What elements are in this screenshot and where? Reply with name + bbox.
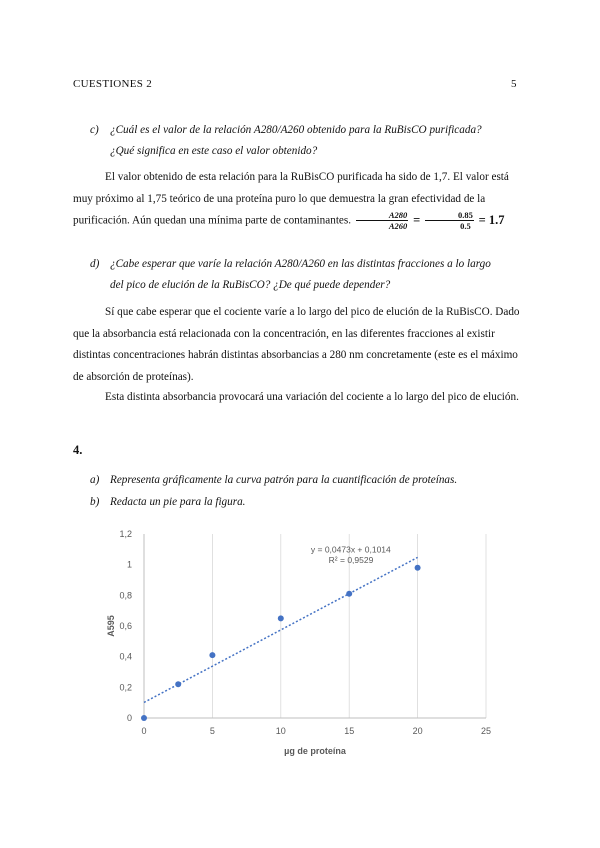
question-c-line1: ¿Cuál es el valor de la relación A280/A260 obtenido para la RuBisCO purificada?	[110, 124, 482, 136]
answer-c	[73, 167, 523, 232]
value-fraction	[425, 210, 474, 231]
ratio-denominator: A260	[388, 221, 408, 232]
data-point	[346, 591, 352, 597]
question-a-text: Representa gráficamente la curva patrón para la cuantificación de proteínas.	[110, 474, 458, 486]
answer-d-paragraph-2: Esta distinta absorbancia provocará una variación del cociente a lo largo del pico de elución.	[105, 391, 519, 403]
data-point	[278, 615, 284, 621]
y-tick-label: 0,8	[119, 590, 132, 601]
y-tick-label: 0,6	[119, 621, 132, 631]
question-d-line1: ¿Cabe esperar que varíe la relación A280/A260 en las distintas fracciones a lo largo	[110, 258, 491, 270]
y-tick-label: 0	[126, 713, 132, 723]
answer-d-paragraph-1: Sí que cabe esperar que el cociente varíe a lo largo del pico de elución de la RuBisCO. Dado que la absorbancia está relacionada con la concentración, en las diferentes fracciones al existir distintas concentraciones habrán distintas absorbancias a 280 nm concretamente (este es el máximo de absorción de proteínas).	[73, 306, 520, 383]
x-tick-label: 5	[209, 726, 215, 736]
x-tick-label: 20	[412, 726, 423, 736]
y-tick-label: 0,2	[119, 682, 132, 693]
data-point	[209, 652, 215, 658]
question-d-line2: del pico de elución de la RuBisCO? ¿De qué puede depender?	[110, 279, 391, 291]
equals-sign: =	[413, 213, 421, 227]
question-b-text: Redacta un pie para la figura.	[110, 496, 246, 508]
chart-ticks	[119, 529, 491, 736]
page-header-title: CUESTIONES 2	[73, 78, 153, 90]
y-tick-label: 1,2	[119, 529, 132, 539]
x-tick-label: 10	[275, 726, 286, 736]
question-c	[90, 120, 540, 162]
x-tick-label: 25	[480, 726, 492, 736]
data-point	[141, 715, 147, 721]
chart-axes	[144, 534, 486, 718]
y-tick-label: 0,4	[119, 651, 132, 662]
section-number: 4.	[73, 443, 83, 457]
question-c-label: c)	[90, 124, 99, 136]
x-axis-label: µg de proteína	[284, 746, 346, 756]
value-numerator: 0.85	[425, 210, 474, 221]
y-axis-label: A595	[106, 615, 116, 637]
ratio-fraction	[356, 210, 408, 231]
calibration-chart	[100, 520, 520, 765]
answer-c-text: El valor obtenido de esta relación para la RuBisCO purificada ha sido de 1,7. El valor está muy próximo al 1,75 teórico de una proteína puro lo que demuestra la gran efectividad de la purificación. Aún quedan una mínima parte de contaminantes.	[73, 171, 509, 227]
x-tick-label: 15	[344, 726, 355, 736]
page-number: 5	[511, 78, 517, 90]
data-point	[175, 681, 181, 687]
question-d	[90, 254, 540, 296]
question-d-label: d)	[90, 258, 100, 270]
question-a	[90, 470, 540, 491]
question-a-label: a)	[90, 474, 100, 486]
ratio-numerator: A280	[356, 210, 408, 221]
r-squared-label: R² = 0,9529	[328, 555, 374, 566]
value-denominator: 0.5	[460, 221, 471, 232]
question-c-line2: ¿Qué significa en este caso el valor obtenido?	[110, 145, 318, 157]
trendline-equation: y = 0,0473x + 0,1014	[310, 544, 391, 555]
question-b	[90, 492, 540, 513]
question-b-label: b)	[90, 496, 100, 508]
y-tick-label: 1	[126, 559, 132, 570]
x-tick-label: 0	[141, 726, 147, 736]
data-point	[415, 565, 421, 571]
ratio-result: = 1.7	[478, 213, 505, 227]
